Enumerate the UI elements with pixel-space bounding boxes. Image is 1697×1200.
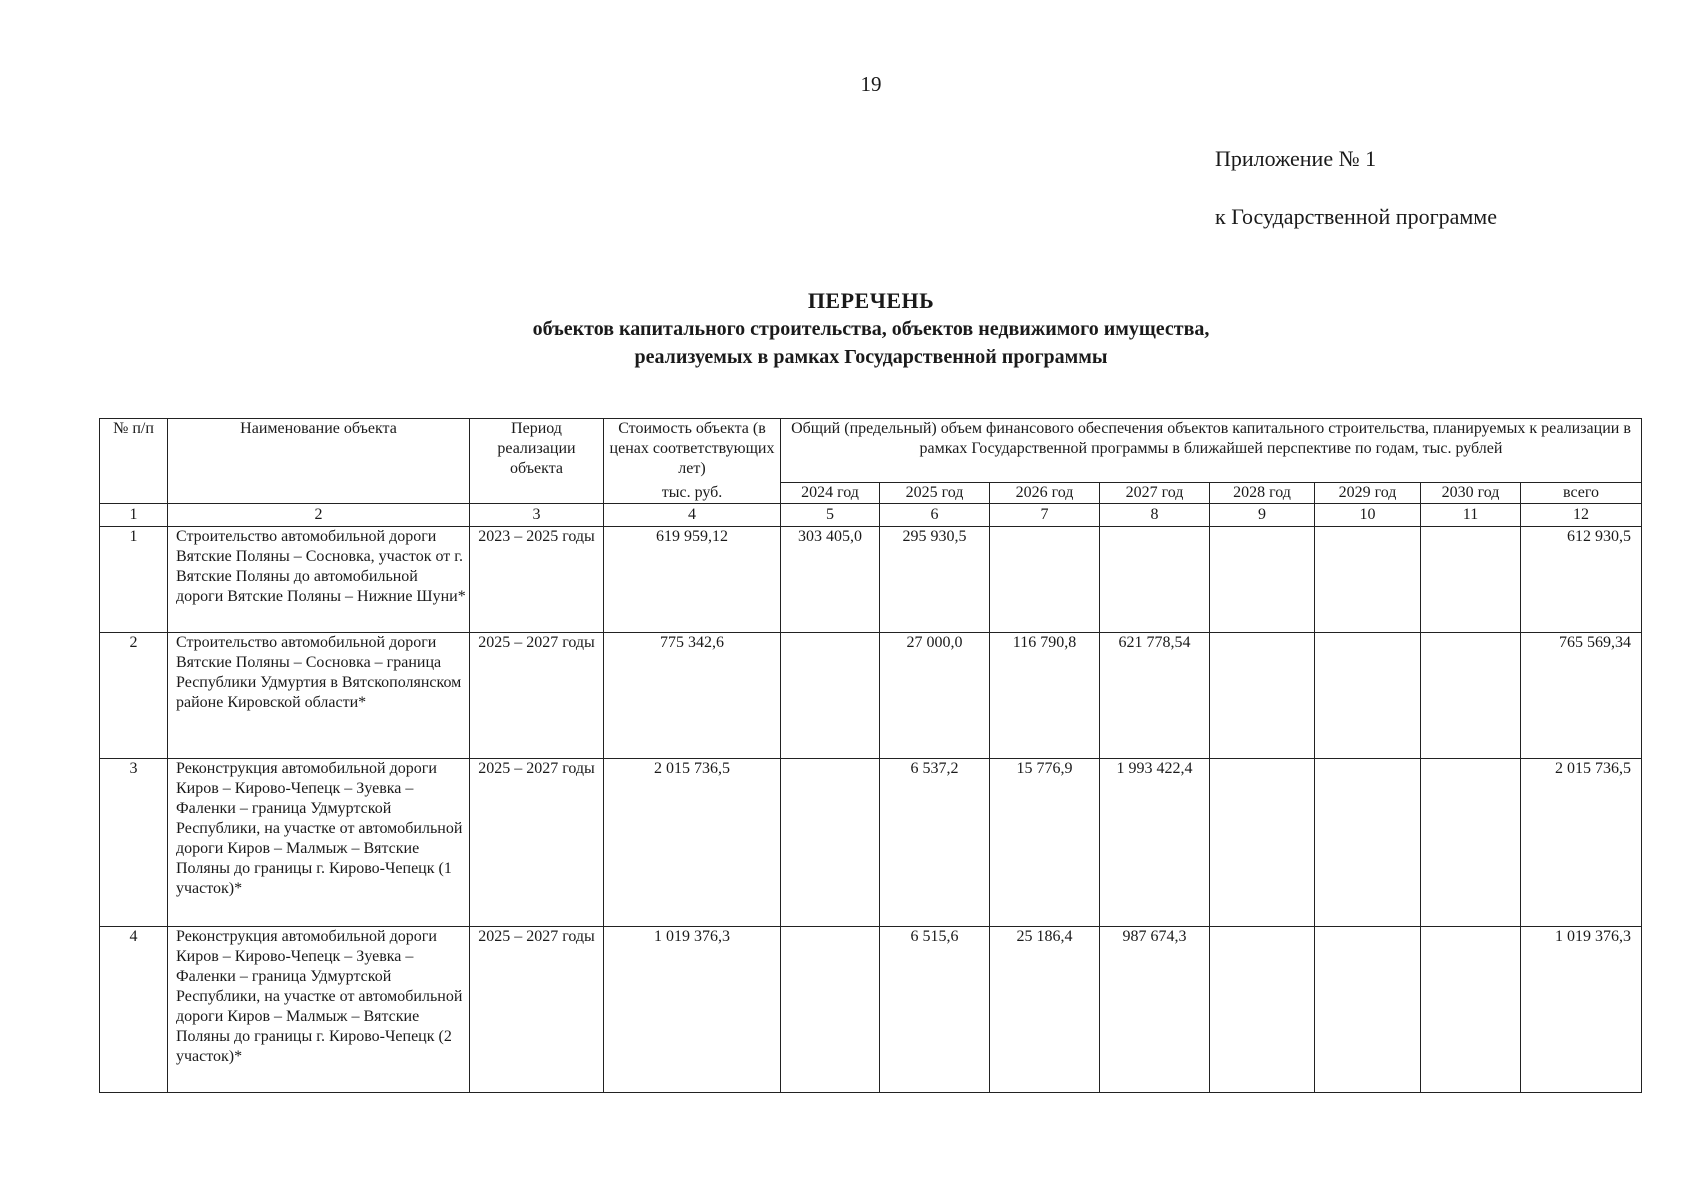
header-year-2030: 2030 год: [1421, 482, 1521, 503]
funding-2028: [1210, 927, 1315, 1093]
funding-2029: [1315, 527, 1421, 633]
object-cost: 619 959,12: [604, 527, 781, 633]
object-period: 2025 – 2027 годы: [470, 927, 604, 1093]
appendix-reference: к Государственной программе: [1215, 204, 1497, 229]
funding-2028: [1210, 633, 1315, 759]
funding-total: 2 015 736,5: [1521, 759, 1642, 927]
funding-2028: [1210, 759, 1315, 927]
object-cost: 1 019 376,3: [604, 927, 781, 1093]
funding-2027: 1 993 422,4: [1100, 759, 1210, 927]
funding-2030: [1421, 527, 1521, 633]
object-name: Реконструкция автомобильной дороги Киров – Кирово-Чепецк – Зуевка – Фаленки – граница Удмуртской Республики, на участке от автомобильной дороги Киров – Малмыж – Вятские Поляны до границы г. Кирово-Чепецк (1 участок)*: [168, 759, 470, 927]
funding-2030: [1421, 759, 1521, 927]
column-number: 1: [100, 504, 168, 527]
funding-2027: 621 778,54: [1100, 633, 1210, 759]
page-number: 19: [860, 72, 882, 96]
column-number: 6: [880, 504, 990, 527]
funding-2024: [781, 633, 880, 759]
header-year-2025: 2025 год: [880, 482, 990, 503]
column-number: 5: [781, 504, 880, 527]
column-number: 2: [168, 504, 470, 527]
title-subheading-1: объектов капитального строительства, объектов недвижимого имущества,: [532, 318, 1210, 340]
table-row: [100, 927, 1642, 1093]
object-name: Реконструкция автомобильной дороги Киров – Кирово-Чепецк – Зуевка – Фаленки – граница Удмуртской Республики, на участке от автомобильной дороги Киров – Малмыж – Вятские Поляны до границы г. Кирово-Чепецк (2 участок)*: [168, 927, 470, 1093]
object-period: 2025 – 2027 годы: [470, 633, 604, 759]
header-cost: Стоимость объекта (в ценах соответствующих лет): [604, 419, 781, 483]
funding-2030: [1421, 927, 1521, 1093]
funding-2026: 15 776,9: [990, 759, 1100, 927]
funding-total: 765 569,34: [1521, 633, 1642, 759]
header-year-2028: 2028 год: [1210, 482, 1315, 503]
funding-2026: 25 186,4: [990, 927, 1100, 1093]
funding-2027: [1100, 527, 1210, 633]
header-period: Период реализации объекта: [470, 419, 604, 504]
column-number: 9: [1210, 504, 1315, 527]
table-header-row: [100, 419, 1642, 483]
funding-2025: 6 537,2: [880, 759, 990, 927]
title-subheading-2: реализуемых в рамках Государственной программы: [634, 346, 1108, 368]
funding-2024: [781, 927, 880, 1093]
appendix-label: Приложение № 1: [1215, 146, 1377, 171]
row-number: 2: [100, 633, 168, 759]
funding-2027: 987 674,3: [1100, 927, 1210, 1093]
funding-2024: 303 405,0: [781, 527, 880, 633]
funding-2029: [1315, 927, 1421, 1093]
row-number: 1: [100, 527, 168, 633]
object-name: Строительство автомобильной дороги Вятские Поляны – Сосновка – граница Республики Удмуртия в Вятскополянском районе Кировской области*: [168, 633, 470, 759]
funding-total: 612 930,5: [1521, 527, 1642, 633]
header-year-2026: 2026 год: [990, 482, 1100, 503]
object-period: 2023 – 2025 годы: [470, 527, 604, 633]
header-funding: Общий (предельный) объем финансового обеспечения объектов капитального строительства, планируемых к реализации в рамках Государственной программы в ближайшей перспективе по годам, тыс. рублей: [781, 419, 1642, 483]
column-number: 8: [1100, 504, 1210, 527]
column-number-row: [100, 504, 1642, 527]
funding-2025: 27 000,0: [880, 633, 990, 759]
row-number: 4: [100, 927, 168, 1093]
column-number: 3: [470, 504, 604, 527]
document-title: [0, 287, 1697, 371]
column-number: 11: [1421, 504, 1521, 527]
header-name: Наименование объекта: [168, 419, 470, 504]
title-heading: ПЕРЕЧЕНЬ: [807, 288, 935, 313]
header-year-2027: 2027 год: [1100, 482, 1210, 503]
funding-total: 1 019 376,3: [1521, 927, 1642, 1093]
object-period: 2025 – 2027 годы: [470, 759, 604, 927]
funding-2026: [990, 527, 1100, 633]
object-cost: 2 015 736,5: [604, 759, 781, 927]
header-year-2029: 2029 год: [1315, 482, 1421, 503]
table-row: [100, 633, 1642, 759]
row-number: 3: [100, 759, 168, 927]
header-year-2024: 2024 год: [781, 482, 880, 503]
funding-2025: 6 515,6: [880, 927, 990, 1093]
funding-2025: 295 930,5: [880, 527, 990, 633]
column-number: 10: [1315, 504, 1421, 527]
object-name: Строительство автомобильной дороги Вятские Поляны – Сосновка, участок от г. Вятские Поляны до автомобильной дороги Вятские Поляны – Нижние Шуни*: [168, 527, 470, 633]
table-row: [100, 527, 1642, 633]
header-num: № п/п: [100, 419, 168, 504]
object-cost: 775 342,6: [604, 633, 781, 759]
column-number: 7: [990, 504, 1100, 527]
funding-2030: [1421, 633, 1521, 759]
funding-2029: [1315, 633, 1421, 759]
table-row: [100, 759, 1642, 927]
objects-table: [99, 418, 1642, 1093]
column-number: 4: [604, 504, 781, 527]
header-total: всего: [1521, 482, 1642, 503]
funding-2029: [1315, 759, 1421, 927]
funding-2028: [1210, 527, 1315, 633]
header-cost-unit: тыс. руб.: [604, 482, 781, 503]
column-number: 12: [1521, 504, 1642, 527]
funding-2026: 116 790,8: [990, 633, 1100, 759]
funding-2024: [781, 759, 880, 927]
